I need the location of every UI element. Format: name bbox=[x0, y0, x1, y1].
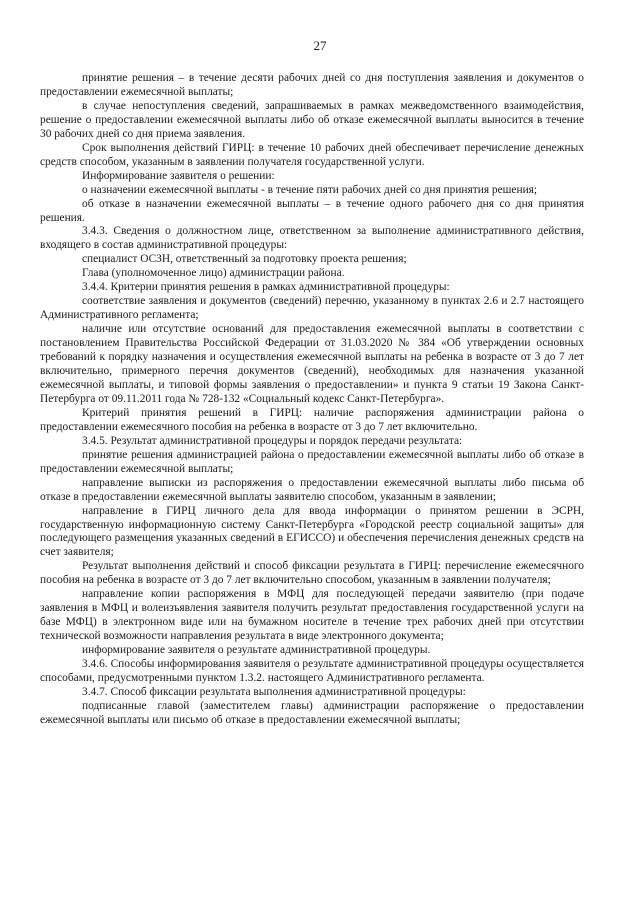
paragraph: 3.4.7. Способ фиксации результата выполнения административной процедуры: bbox=[82, 685, 466, 698]
page-number: 27 bbox=[313, 38, 327, 53]
paragraph: принятие решения – в течение десяти рабочих дней со дня поступления заявления и документов о предоставлении ежемесячной выплаты; bbox=[40, 72, 584, 98]
document-body bbox=[40, 72, 584, 728]
paragraph: направление в ГИРЦ личного дела для ввода информации о принятом решении в ЭСРН, государственную информационную систему Санкт-Петербурга «Городской реестр социальной защиты» для последующего размещения указанных сведений в ЕГИССО) и обеспечения перечисления денежных средств на счет заявителя; bbox=[40, 504, 584, 559]
paragraph: Глава (уполномоченное лицо) администрации района. bbox=[82, 267, 345, 280]
paragraph: направление выписки из распоряжения о предоставлении ежемесячной выплаты либо письма об отказе в предоставлении ежемесячной выплаты заявителю способом, указанным в заявлении; bbox=[40, 476, 584, 503]
paragraph: Критерий принятия решений в ГИРЦ: наличие распоряжения администрации района о предоставлении ежемесячного пособия на ребенка в возрасте от 3 до 7 лет включительно. bbox=[40, 406, 584, 433]
paragraph: 3.4.3. Сведения о должностном лице, ответственном за выполнение административного действия, входящего в состав административной процедуры: bbox=[40, 225, 584, 252]
paragraph: соответствие заявления и документов (сведений) перечню, указанному в пунктах 2.6 и 2.7 настоящего Административного регламента; bbox=[40, 295, 584, 322]
paragraph: информирование заявителя о результате административной процедуры. bbox=[82, 644, 431, 657]
paragraph: Срок выполнения действий ГИРЦ: в течение 10 рабочих дней обеспечивает перечисление денежных средств способом, указанным в заявлении получателя государственной услуги. bbox=[40, 141, 584, 168]
paragraph: 3.4.4. Критерии принятия решения в рамках административной процедуры: bbox=[82, 281, 450, 294]
paragraph: специалист ОСЗН, ответственный за подготовку проекта решения; bbox=[82, 253, 407, 266]
paragraph: 3.4.5. Результат административной процедуры и порядок передачи результата: bbox=[82, 434, 463, 447]
paragraph: принятие решения администрацией района о предоставлении ежемесячной выплаты либо об отказе в предоставлении ежемесячной выплаты; bbox=[40, 448, 584, 475]
paragraph: о назначении ежемесячной выплаты - в течение пяти рабочих дней со дня принятия решения; bbox=[82, 183, 538, 196]
paragraph: наличие или отсутствие оснований для предоставления ежемесячной выплаты в соответствии с постановлением Правительства Российской Федерации от 31.03.2020 № 384 «Об утверждении основных требований к порядку назначения и осуществления ежемесячной выплаты на ребенка в возрасте от 3 до 7 лет включительно, примерного перечня документов (сведений), необходимых для назначения указанной ежемесячной выплаты, и типовой формы заявления о предоставлении» и пункта 9 статьи 19 Закона Санкт-Петербурга от 09.11.2011 года № 728-132 «Социальный кодекс Санкт-Петербурга». bbox=[40, 323, 584, 405]
paragraph: направление копии распоряжения в МФЦ для последующей передачи заявителю (при подаче заявления в МФЦ и волеизъявления заявителя получить результат предоставления государственной услуги на базе МФЦ) в электронном виде или на бумажном носителе в течение трех рабочих дней при отсутствии технической возможности направления результата в виде электронного документа; bbox=[40, 588, 584, 643]
paragraph: в случае непоступления сведений, запрашиваемых в рамках межведомственного взаимодействия, решение о предоставлении ежемесячной выплаты либо об отказе ежемесячной выплаты выносится в течение 30 рабочих дней со дня приема заявления. bbox=[40, 99, 584, 140]
paragraph: подписанные главой (заместителем главы) администрации распоряжение о предоставлении ежемесячной выплаты или письмо об отказе в предоставлении ежемесячной выплаты; bbox=[40, 699, 584, 726]
paragraph: Результат выполнения действий и способ фиксации результата в ГИРЦ: перечисление ежемесячного пособия на ребенка в возрасте от 3 до 7 лет включительно способом, указанным в заявлении получателя; bbox=[40, 560, 584, 587]
paragraph: об отказе в назначении ежемесячной выплаты – в течение одного рабочего дня со дня принятия решения. bbox=[40, 197, 584, 224]
paragraph: 3.4.6. Способы информирования заявителя о результате административной процедуры осуществляется способами, предусмотренными пунктом 1.3.2. настоящего Административного регламента. bbox=[40, 658, 584, 684]
paragraph: Информирование заявителя о решении: bbox=[82, 169, 275, 182]
